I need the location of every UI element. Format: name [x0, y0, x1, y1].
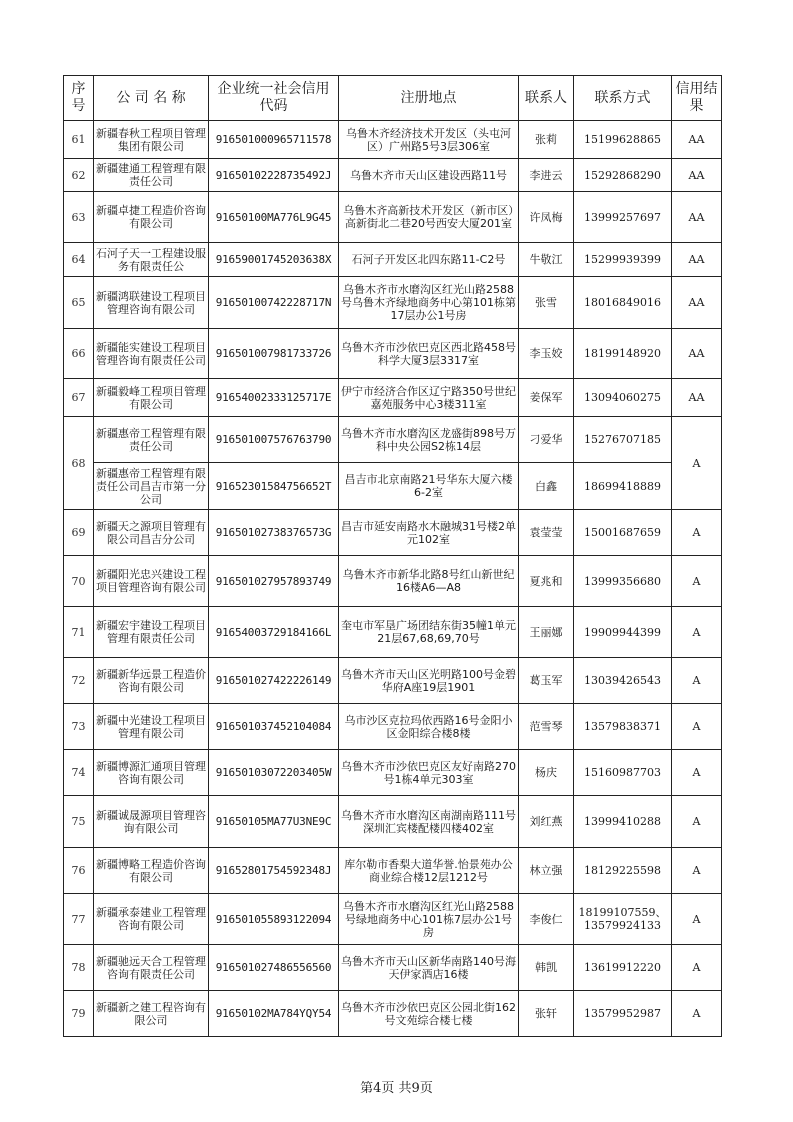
- contact-cell: 白鑫: [519, 463, 574, 510]
- header-credit: 信用结果: [672, 76, 722, 121]
- company-cell: 新疆宏宇建设工程项目管理有限责任公司: [94, 607, 209, 658]
- contact-cell: 李进云: [519, 159, 574, 192]
- contact-cell: 牛敬江: [519, 243, 574, 277]
- seq-cell: 76: [64, 848, 94, 894]
- company-cell: 新疆诚晟源项目管理咨询有限公司: [94, 796, 209, 848]
- address-cell: 乌鲁木齐市天山区建设西路11号: [339, 159, 519, 192]
- code-cell: 91650100742228717N: [209, 277, 339, 329]
- table-row: [64, 556, 722, 607]
- credit-cell: A: [672, 556, 722, 607]
- contact-cell: 杨庆: [519, 750, 574, 796]
- phone-cell: 13579838371: [574, 704, 672, 750]
- company-cell: 新疆承泰建业工程管理咨询有限公司: [94, 894, 209, 945]
- code-cell: 916501007981733726: [209, 329, 339, 379]
- company-cell: 新疆春秋工程项目管理集团有限公司: [94, 121, 209, 159]
- code-cell: 91654002333125717E: [209, 379, 339, 417]
- table-row: [64, 379, 722, 417]
- contact-cell: 刘红燕: [519, 796, 574, 848]
- contact-cell: 夏兆和: [519, 556, 574, 607]
- credit-cell: AA: [672, 243, 722, 277]
- seq-cell: 73: [64, 704, 94, 750]
- credit-cell: A: [672, 945, 722, 991]
- table-row: [64, 159, 722, 192]
- phone-cell: 13094060275: [574, 379, 672, 417]
- contact-cell: 姜保军: [519, 379, 574, 417]
- code-cell: 916501027957893749: [209, 556, 339, 607]
- contact-cell: 张轩: [519, 991, 574, 1037]
- address-cell: 乌鲁木齐市水磨沟区龙盛街898号万科中央公园S2栋14层: [339, 417, 519, 463]
- code-cell: 916501037452104084: [209, 704, 339, 750]
- table-row: [64, 510, 722, 556]
- credit-cell: A: [672, 607, 722, 658]
- seq-cell: 68: [64, 417, 94, 510]
- address-cell: 昌吉市北京南路21号华东大厦六楼6-2室: [339, 463, 519, 510]
- phone-cell: 18129225598: [574, 848, 672, 894]
- phone-cell: 15292868290: [574, 159, 672, 192]
- address-cell: 乌鲁木齐市沙依巴克区西北路458号科学大厦3层3317室: [339, 329, 519, 379]
- phone-cell: 15160987703: [574, 750, 672, 796]
- credit-cell: A: [672, 658, 722, 704]
- address-cell: 乌鲁木齐市水磨沟区红光山路2588号绿地商务中心101栋7层办公1号房: [339, 894, 519, 945]
- address-cell: 乌鲁木齐市天山区光明路100号金碧华府A座19层1901: [339, 658, 519, 704]
- company-cell: 新疆博源汇通项目管理咨询有限公司: [94, 750, 209, 796]
- phone-cell: 13999257697: [574, 192, 672, 243]
- table-row: [64, 750, 722, 796]
- contact-cell: 李俊仁: [519, 894, 574, 945]
- table-row: [64, 417, 722, 463]
- table-row: [64, 277, 722, 329]
- seq-cell: 65: [64, 277, 94, 329]
- table-row: [64, 945, 722, 991]
- company-cell: 石河子天一工程建设服务有限责任公: [94, 243, 209, 277]
- seq-cell: 69: [64, 510, 94, 556]
- code-cell: 916501000965711578: [209, 121, 339, 159]
- code-cell: 91650102MA784YQY54: [209, 991, 339, 1037]
- seq-cell: 70: [64, 556, 94, 607]
- table-body: [64, 121, 722, 1037]
- table-row: [64, 463, 722, 510]
- code-cell: 91650102738376573G: [209, 510, 339, 556]
- contact-cell: 刁爱华: [519, 417, 574, 463]
- seq-cell: 61: [64, 121, 94, 159]
- address-cell: 库尔勒市香梨大道华誉.怡景苑办公商业综合楼12层1212号: [339, 848, 519, 894]
- seq-cell: 77: [64, 894, 94, 945]
- company-cell: 新疆卓捷工程造价咨询有限公司: [94, 192, 209, 243]
- company-cell: 新疆鸿联建设工程项目管理咨询有限公司: [94, 277, 209, 329]
- address-cell: 乌鲁木齐市沙依巴克区公园北街162号文苑综合楼七楼: [339, 991, 519, 1037]
- code-cell: 91650103072203405W: [209, 750, 339, 796]
- credit-table: [63, 75, 722, 1037]
- company-cell: 新疆建通工程管理有限责任公司: [94, 159, 209, 192]
- table-row: [64, 192, 722, 243]
- phone-cell: 13619912220: [574, 945, 672, 991]
- table-row: [64, 329, 722, 379]
- phone-cell: 13579952987: [574, 991, 672, 1037]
- phone-cell: 13999410288: [574, 796, 672, 848]
- contact-cell: 韩凯: [519, 945, 574, 991]
- seq-cell: 75: [64, 796, 94, 848]
- company-cell: 新疆新之建工程咨询有限公司: [94, 991, 209, 1037]
- header-company: 公 司 名 称: [94, 76, 209, 121]
- contact-cell: 袁莹莹: [519, 510, 574, 556]
- header-contact: 联系人: [519, 76, 574, 121]
- address-cell: 乌鲁木齐市新华北路8号红山新世纪16楼A6—A8: [339, 556, 519, 607]
- code-cell: 91654003729184166L: [209, 607, 339, 658]
- credit-cell: AA: [672, 121, 722, 159]
- credit-cell: AA: [672, 329, 722, 379]
- seq-cell: 67: [64, 379, 94, 417]
- company-cell: 新疆驰远天合工程管理咨询有限责任公司: [94, 945, 209, 991]
- seq-cell: 62: [64, 159, 94, 192]
- seq-cell: 78: [64, 945, 94, 991]
- phone-cell: 18699418889: [574, 463, 672, 510]
- company-cell: 新疆阳光忠兴建设工程项目管理咨询有限公司: [94, 556, 209, 607]
- contact-cell: 葛玉军: [519, 658, 574, 704]
- code-cell: 91650102228735492J: [209, 159, 339, 192]
- phone-cell: 18016849016: [574, 277, 672, 329]
- address-cell: 乌鲁木齐高新技术开发区（新市区）高新街北二巷20号西安大厦201室: [339, 192, 519, 243]
- table-row: [64, 121, 722, 159]
- seq-cell: 79: [64, 991, 94, 1037]
- table-row: [64, 607, 722, 658]
- address-cell: 伊宁市经济合作区辽宁路350号世纪嘉苑服务中心3楼311室: [339, 379, 519, 417]
- credit-cell: AA: [672, 379, 722, 417]
- address-cell: 乌市沙区克拉玛依西路16号金阳小区金阳综合楼8楼: [339, 704, 519, 750]
- address-cell: 乌鲁木齐市水磨沟区红光山路2588号乌鲁木齐绿地商务中心第101栋第17层办公1号房: [339, 277, 519, 329]
- phone-cell: 15199628865: [574, 121, 672, 159]
- company-cell: 新疆能实建设工程项目管理咨询有限责任公司: [94, 329, 209, 379]
- code-cell: 916501055893122094: [209, 894, 339, 945]
- credit-cell: A: [672, 750, 722, 796]
- table-row: [64, 658, 722, 704]
- credit-cell: A: [672, 991, 722, 1037]
- company-cell: 新疆博略工程造价咨询有限公司: [94, 848, 209, 894]
- table-row: [64, 894, 722, 945]
- contact-cell: 张雪: [519, 277, 574, 329]
- header-seq: 序号: [64, 76, 94, 121]
- code-cell: 916501027422226149: [209, 658, 339, 704]
- code-cell: 91650100MA776L9G45: [209, 192, 339, 243]
- code-cell: 916501027486556560: [209, 945, 339, 991]
- contact-cell: 李玉姣: [519, 329, 574, 379]
- table-row: [64, 704, 722, 750]
- seq-cell: 66: [64, 329, 94, 379]
- contact-cell: 张莉: [519, 121, 574, 159]
- credit-cell: A: [672, 796, 722, 848]
- seq-cell: 71: [64, 607, 94, 658]
- phone-cell: 15299939399: [574, 243, 672, 277]
- company-cell: 新疆新华远景工程造价咨询有限公司: [94, 658, 209, 704]
- header-phone: 联系方式: [574, 76, 672, 121]
- contact-cell: 范雪琴: [519, 704, 574, 750]
- table-row: [64, 991, 722, 1037]
- code-cell: 91650105MA77U3NE9C: [209, 796, 339, 848]
- company-cell: 新疆惠帝工程管理有限责任公司: [94, 417, 209, 463]
- phone-cell: 13039426543: [574, 658, 672, 704]
- company-cell: 新疆毅峰工程项目管理有限公司: [94, 379, 209, 417]
- header-address: 注册地点: [339, 76, 519, 121]
- address-cell: 石河子开发区北四东路11-C2号: [339, 243, 519, 277]
- seq-cell: 64: [64, 243, 94, 277]
- credit-cell: AA: [672, 277, 722, 329]
- code-cell: 91652301584756652T: [209, 463, 339, 510]
- credit-cell: A: [672, 704, 722, 750]
- contact-cell: 林立强: [519, 848, 574, 894]
- address-cell: 奎屯市军垦广场团结东街35幢1单元21层67,68,69,70号: [339, 607, 519, 658]
- phone-cell: 18199107559、13579924133: [574, 894, 672, 945]
- company-cell: 新疆中光建设工程项目管理有限公司: [94, 704, 209, 750]
- table-header-row: [64, 76, 722, 121]
- credit-cell: A: [672, 848, 722, 894]
- credit-cell: A: [672, 894, 722, 945]
- seq-cell: 74: [64, 750, 94, 796]
- phone-cell: 13999356680: [574, 556, 672, 607]
- credit-cell: AA: [672, 192, 722, 243]
- code-cell: 91652801754592348J: [209, 848, 339, 894]
- contact-cell: 许凤梅: [519, 192, 574, 243]
- code-cell: 91659001745203638X: [209, 243, 339, 277]
- table-row: [64, 796, 722, 848]
- phone-cell: 18199148920: [574, 329, 672, 379]
- phone-cell: 15276707185: [574, 417, 672, 463]
- address-cell: 乌鲁木齐市天山区新华南路140号海天伊家酒店16楼: [339, 945, 519, 991]
- credit-cell: A: [672, 417, 722, 510]
- address-cell: 昌吉市延安南路水木融城31号楼2单元102室: [339, 510, 519, 556]
- credit-cell: A: [672, 510, 722, 556]
- phone-cell: 19909944399: [574, 607, 672, 658]
- address-cell: 乌鲁木齐市水磨沟区南湖南路111号深圳汇宾楼配楼四楼402室: [339, 796, 519, 848]
- company-cell: 新疆天之源项目管理有限公司昌吉分公司: [94, 510, 209, 556]
- contact-cell: 王丽娜: [519, 607, 574, 658]
- code-cell: 916501007576763790: [209, 417, 339, 463]
- company-cell: 新疆惠帝工程管理有限责任公司昌吉市第一分公司: [94, 463, 209, 510]
- table-row: [64, 848, 722, 894]
- page-footer: 第4页 共9页: [360, 1081, 433, 1096]
- address-cell: 乌鲁木齐市沙依巴克区友好南路270号1栋4单元303室: [339, 750, 519, 796]
- address-cell: 乌鲁木齐经济技术开发区（头屯河区）广州路5号3层306室: [339, 121, 519, 159]
- seq-cell: 72: [64, 658, 94, 704]
- credit-cell: AA: [672, 159, 722, 192]
- phone-cell: 15001687659: [574, 510, 672, 556]
- header-code: 企业统一社会信用代码: [209, 76, 339, 121]
- table-row: [64, 243, 722, 277]
- seq-cell: 63: [64, 192, 94, 243]
